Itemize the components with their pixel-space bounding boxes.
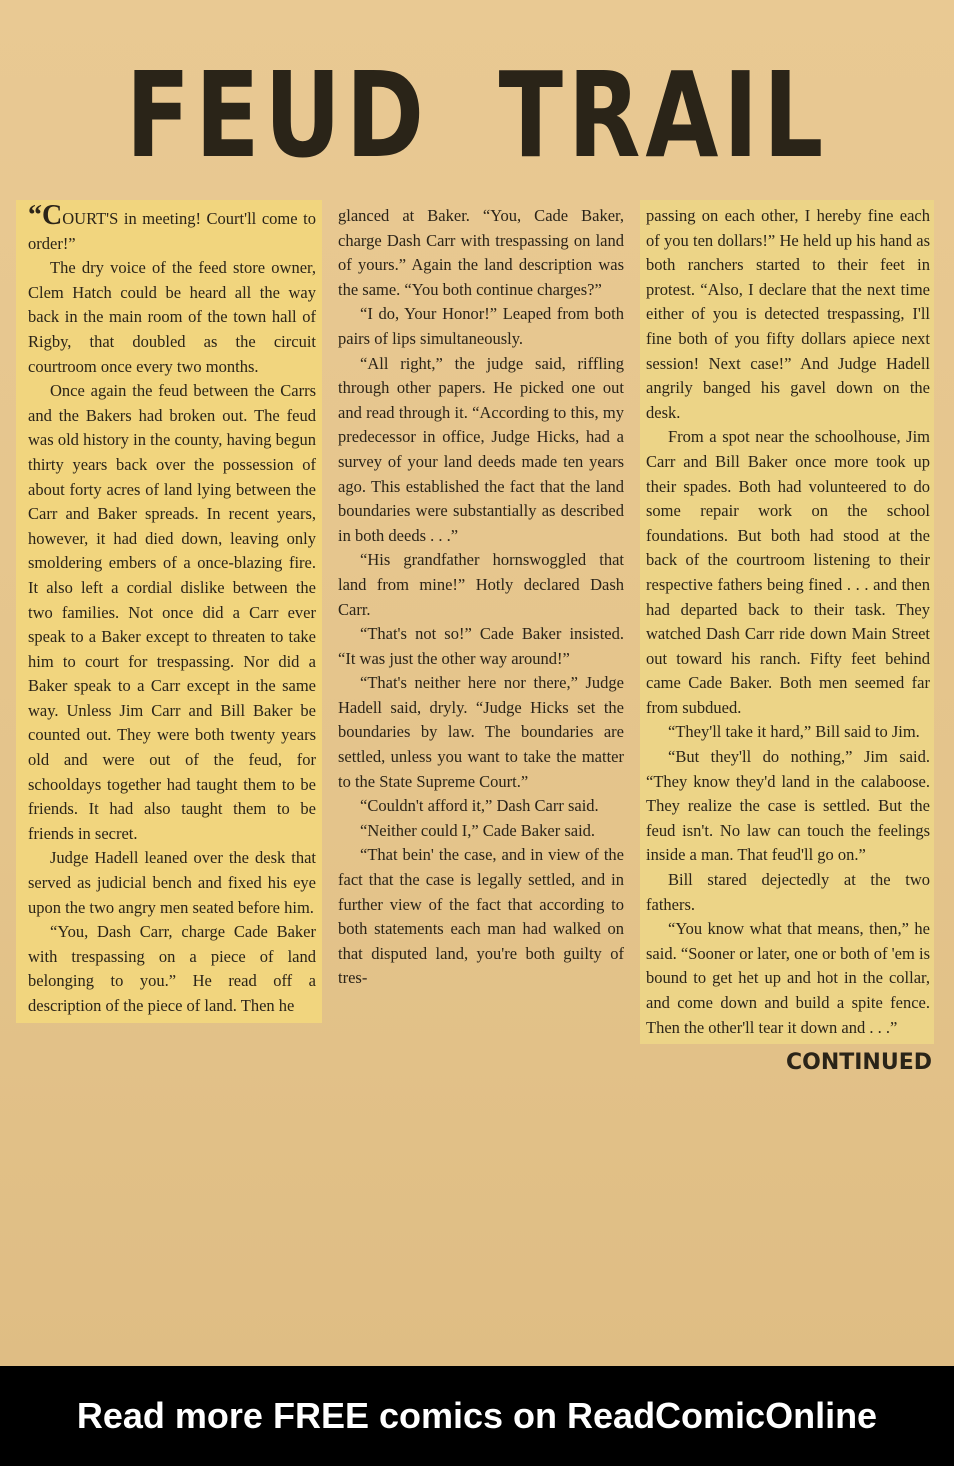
paragraph: “That's neither here nor there,” Judge Hadell said, dryly. “Judge Hicks set the boundaries by law. The boundaries are settled, unless you want to take the matter to the State Supreme Court.” <box>338 673 624 791</box>
text-column-2 <box>336 200 626 995</box>
text-column-1 <box>16 200 322 1023</box>
paragraph: From a spot near the schoolhouse, Jim Carr and Bill Baker once more took up their spades. Both had volunteered to do some repair work on the school foundations. But both had stood at the back of the courtroom listening to their respective fathers being fined . . . and then had departed back to their task. They watched Dash Carr ride down Main Street out toward his ranch. Fifty feet behind came Cade Baker. Both men seemed far from subdued. <box>646 427 930 717</box>
paragraph: Bill stared dejectedly at the two fathers. <box>646 870 930 914</box>
paragraph: “His grandfather hornswoggled that land from mine!” Hotly declared Dash Carr. <box>338 550 624 619</box>
text-column-3 <box>640 200 934 1044</box>
paragraph: “All right,” the judge said, riffling through other papers. He picked one out and read through it. “According to this, my predecessor in office, Judge Hicks, had a survey of your land deeds made ten years ago. This established the fact that the land boundaries were substantially as described in both deeds . . .” <box>338 353 624 545</box>
paragraph: “You, Dash Carr, charge Cade Baker with trespassing on a piece of land belonging to you.” He read off a description of the piece of land. Then he <box>28 922 316 1015</box>
paragraph: “I do, Your Honor!” Leaped from both pairs of lips simultaneously. <box>338 304 624 348</box>
drop-cap: “C <box>28 200 63 231</box>
paragraph: “They'll take it hard,” Bill said to Jim. <box>668 722 920 742</box>
paragraph: “Couldn't afford it,” Dash Carr said. <box>360 796 599 816</box>
text-columns <box>0 200 954 1044</box>
title-area <box>0 40 954 190</box>
promo-banner[interactable] <box>0 1366 954 1466</box>
paragraph: The dry voice of the feed store owner, Clem Hatch could be heard all the way back in the main room of the town hall of Rigby, that doubled as the circuit courtroom once every two months. <box>28 258 316 376</box>
story-title: FEUD TRAIL <box>125 46 829 184</box>
paragraph: passing on each other, I hereby fine each of you ten dollars!” He held up his hand as both ranchers started to their feet in protest. “Also, I declare that the next time either of you is detected trespassing, I'll fine both of you fifty dollars apiece next session! Next case!” And Judge Hadell angrily banged his gavel down on the desk. <box>646 206 930 422</box>
paragraph: Judge Hadell leaned over the desk that served as judicial bench and fixed his eye upon the two angry men seated before him. <box>28 848 316 917</box>
paragraph: “That bein' the case, and in view of the fact that the case is legally settled, and in further view of the fact that according to both statements each man had walked on that disputed land, you're both guilty of tres- <box>338 845 624 988</box>
paragraph <box>28 200 316 256</box>
paragraph: “Neither could I,” Cade Baker said. <box>360 820 596 840</box>
continued-label: CONTINUED <box>785 1050 932 1076</box>
paragraph: “You know what that means, then,” he said. “Sooner or later, one or both of 'em is bound to get het up and hot in the collar, and come down and build a spite fence. Then the other'll tear it down and . . .” <box>646 919 930 1037</box>
paragraph: “But they'll do nothing,” Jim said. “They know they'd land in the calaboose. They realize the case is settled. But the feud isn't. No law can touch the feelings inside a man. That feud'll go on.” <box>646 747 930 865</box>
paragraph: glanced at Baker. “You, Cade Baker, charge Dash Carr with trespassing on land of yours.” Again the land description was the same. “You both continue charges?” <box>338 206 624 299</box>
paragraph: Once again the feud between the Carrs and the Bakers had broken out. The feud was old history in the county, having begun thirty years back over the possession of about forty acres of land lying between the Carr and Baker spreads. In recent years, however, it had died down, leaving only smoldering embers of a once-blazing fire. It also left a cordial dislike between the two families. Not once did a Carr ever speak to a Baker except to threaten to take him to court for trespassing. Nor did a Baker speak to a Carr except in the same way. Unless Jim Carr and Bill Baker be counted out. They were both twenty years old and were out of the feud, for schooldays together had taught them to be friends. It had also taught them to be friends in secret. <box>28 381 316 843</box>
paragraph-text: OURT'S in meeting! Court'll come to order!” <box>28 209 316 253</box>
promo-banner-text[interactable]: Read more FREE comics on ReadComicOnline <box>76 1395 878 1436</box>
paragraph: “That's not so!” Cade Baker insisted. “It was just the other way around!” <box>338 624 624 668</box>
